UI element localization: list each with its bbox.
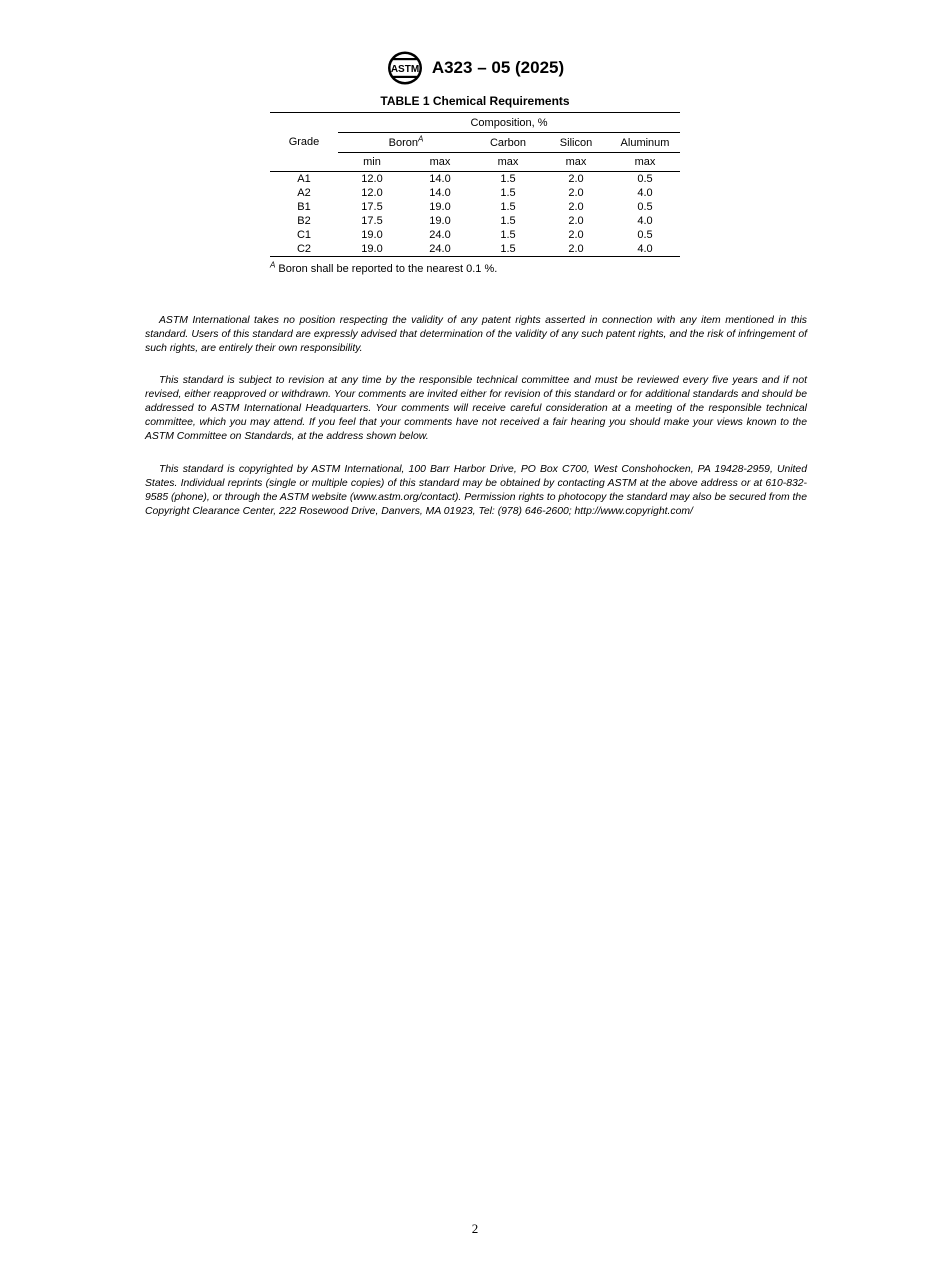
footnote-text: Boron shall be reported to the nearest 0.1 %. [275,263,498,275]
patent-notice: ASTM International takes no position respecting the validity of any patent rights asserted in connection with any item mentioned in this standard. Users of this standard are expressly advised that determination of the validity of any such patent rights, and the risk of infringement of such rights, are entirely their own responsibility. [145,315,807,354]
aluminum-cell: 4.0 [637,187,653,199]
footnote-mark: A [418,133,424,143]
silicon-cell: 2.0 [568,229,584,241]
astm-logo-icon [386,50,424,86]
table-row [270,228,680,242]
silicon-cell: 2.0 [542,242,610,257]
boron-max-cell: 19.0 [429,215,451,227]
silicon-cell: 2.0 [568,201,584,213]
svg-text:ASTM: ASTM [390,64,419,75]
subheader-boron-max: max [406,153,474,172]
boron-min-cell: 17.5 [361,201,383,213]
grade-cell: C1 [296,229,312,241]
copyright-notice: This standard is copyrighted by ASTM International, 100 Barr Harbor Drive, PO Box C700, West Conshohocken, PA 19428-2959, United States. Individual reprints (single or multiple copies) of this standard may be obtained by contacting ASTM at the above address or at 610-832-9585 (phone), or through the ASTM website (www.astm.org/contact). Permission rights to photocopy the standard may also be secured from the Copyright Clearance Center, 222 Rosewood Drive, Danvers, MA 01923, Tel: (978) 646-2600; http://www.copyright.com/ [145,464,807,517]
boron-min-cell: 17.5 [361,215,383,227]
grade-header: Grade [270,113,338,172]
carbon-cell: 1.5 [474,242,542,257]
grade-cell: A1 [297,173,311,185]
grade-cell: B2 [297,215,311,227]
subheader-boron-min: min [338,153,406,172]
boron-min-cell: 19.0 [338,242,406,257]
table-row [270,186,680,200]
grade-cell: B1 [297,201,311,213]
carbon-cell: 1.5 [500,229,516,241]
aluminum-cell: 4.0 [610,242,680,257]
aluminum-cell: 0.5 [637,201,653,213]
carbon-cell: 1.5 [500,201,516,213]
carbon-cell: 1.5 [500,215,516,227]
silicon-cell: 2.0 [568,173,584,185]
subheader-aluminum-max: max [610,153,680,172]
page-number: 2 [471,1221,479,1236]
silicon-cell: 2.0 [568,187,584,199]
footnote-mark: A [270,260,276,270]
carbon-header: Carbon [474,133,542,153]
boron-header [338,133,474,153]
boron-min-cell: 19.0 [361,229,383,241]
grade-cell: A2 [297,187,311,199]
carbon-cell: 1.5 [500,187,516,199]
table-row [270,214,680,228]
boron-max-cell: 19.0 [429,201,451,213]
table-row [270,172,680,187]
boron-min-cell: 12.0 [361,173,383,185]
page-header [0,50,950,91]
composition-header: Composition, % [338,113,680,133]
document-designation: A323 – 05 (2025) [431,58,565,77]
silicon-header: Silicon [542,133,610,153]
boron-label: Boron [388,136,418,149]
table-row [270,242,680,257]
aluminum-cell: 0.5 [637,173,653,185]
table-title: TABLE 1 Chemical Requirements [380,94,570,108]
table-footnote [270,260,498,275]
boron-max-cell: 14.0 [429,173,451,185]
boron-max-cell: 24.0 [406,242,474,257]
boron-min-cell: 12.0 [361,187,383,199]
chemical-requirements-table [270,112,680,257]
subheader-silicon-max: max [542,153,610,172]
boron-max-cell: 24.0 [429,229,451,241]
grade-cell: C2 [270,242,338,257]
boron-max-cell: 14.0 [429,187,451,199]
silicon-cell: 2.0 [568,215,584,227]
carbon-cell: 1.5 [500,173,516,185]
table-row [270,200,680,214]
revision-notice: This standard is subject to revision at any time by the responsible technical committee and must be reviewed every five years and if not revised, either reapproved or withdrawn. Your comments are invited either for revision of this standard or for additional standards and should be addressed to ASTM International Headquarters. Your comments will receive careful consideration at a meeting of the responsible technical committee, which you may attend. If you feel that your comments have not received a fair hearing you should make your views known to the ASTM Committee on Standards, at the address shown below. [145,375,807,442]
aluminum-header: Aluminum [610,133,680,153]
subheader-carbon-max: max [474,153,542,172]
aluminum-cell: 0.5 [637,229,653,241]
aluminum-cell: 4.0 [637,215,653,227]
